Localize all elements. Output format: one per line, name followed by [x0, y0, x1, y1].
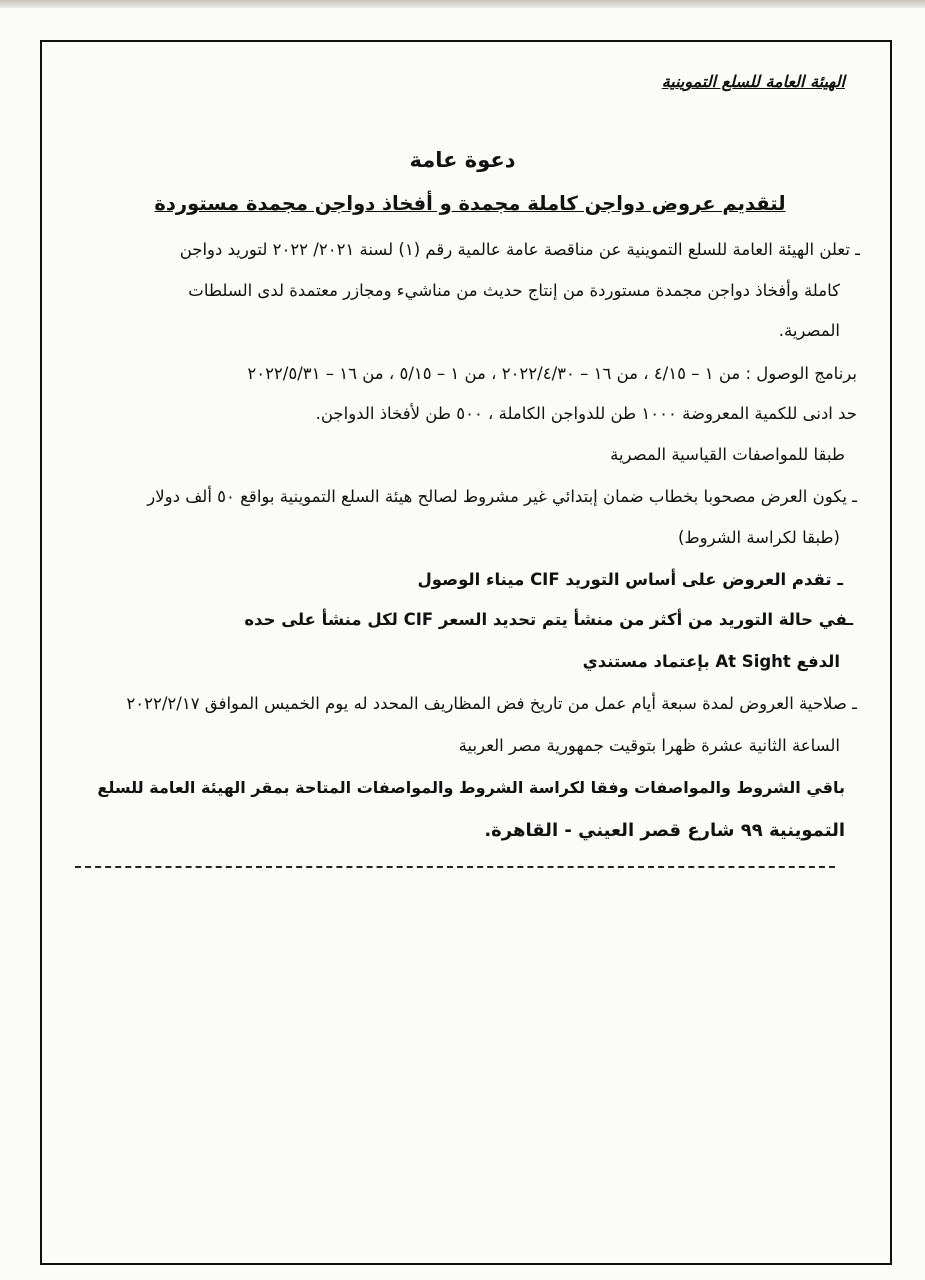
body-line-arrival-schedule: برنامج الوصول : من ١ – ٤/١٥ ، من ١٦ – ٢٠٢٢/٤/٣٠ ، من ١ – ٥/١٥ ، من ١٦ – ٢٠٢٢/٥/٣١	[247, 364, 857, 383]
body-line-remaining-terms: باقي الشروط والمواصفات وفقا لكراسة الشروط والمواصفات المتاحة بمقر الهيئة العامة للسلع	[97, 778, 845, 797]
body-line-guarantee: ـ يكون العرض مصحوبا بخطاب ضمان إبتدائي غير مشروط لصالح هيئة السلع التموينية بواقع ٥٠ ألف دولار	[147, 487, 857, 506]
body-line-tender-cont: كاملة وأفخاذ دواجن مجمدة مستوردة من إنتاج حديث من مناشيء ومجازر معتمدة لدى السلطات	[188, 281, 840, 300]
body-line-address: التموينية ٩٩ شارع قصر العيني - القاهرة.	[484, 820, 845, 841]
body-line-specs: طبقا للمواصفات القياسية المصرية	[610, 445, 845, 464]
organization-header: الهيئة العامة للسلع التموينية	[661, 72, 845, 91]
body-line-validity-time: الساعة الثانية عشرة ظهرا بتوقيت جمهورية مصر العربية	[458, 736, 840, 755]
body-line-validity: ـ صلاحية العروض لمدة سبعة أيام عمل من تاريخ فض المظاريف المحدد له يوم الخميس الموافق ٢٠٢٢/٢/١٧	[126, 694, 857, 713]
announcement-title: دعوة عامة	[409, 148, 516, 172]
body-line-multi-origin: ـفي حالة التوريد من أكثر من منشأ يتم تحديد السعر CIF لكل منشأ على حده	[244, 610, 853, 629]
body-line-payment: الدفع At Sight بإعتماد مستندي	[582, 652, 840, 671]
body-line-tender: ـ تعلن الهيئة العامة للسلع التموينية عن مناقصة عامة عالمية رقم (١) لسنة ٢٠٢١/ ٢٠٢٢ لتوريد دواجن	[179, 240, 860, 259]
body-line-guarantee-note: (طبقا لكراسة الشروط)	[677, 528, 840, 547]
announcement-subtitle: لتقديم عروض دواجن كاملة مجمدة و أفخاذ دواجن مجمدة مستوردة	[154, 192, 786, 215]
body-line-min-quantity: حد ادنى للكمية المعروضة ١٠٠٠ طن للدواجن الكاملة ، ٥٠٠ طن لأفخاذ الدواجن.	[315, 404, 857, 423]
dashed-separator	[75, 866, 835, 868]
body-line-tender-end: المصرية.	[778, 321, 840, 340]
body-line-cif-basis: ـ تقدم العروض على أساس التوريد CIF ميناء الوصول	[417, 570, 843, 589]
